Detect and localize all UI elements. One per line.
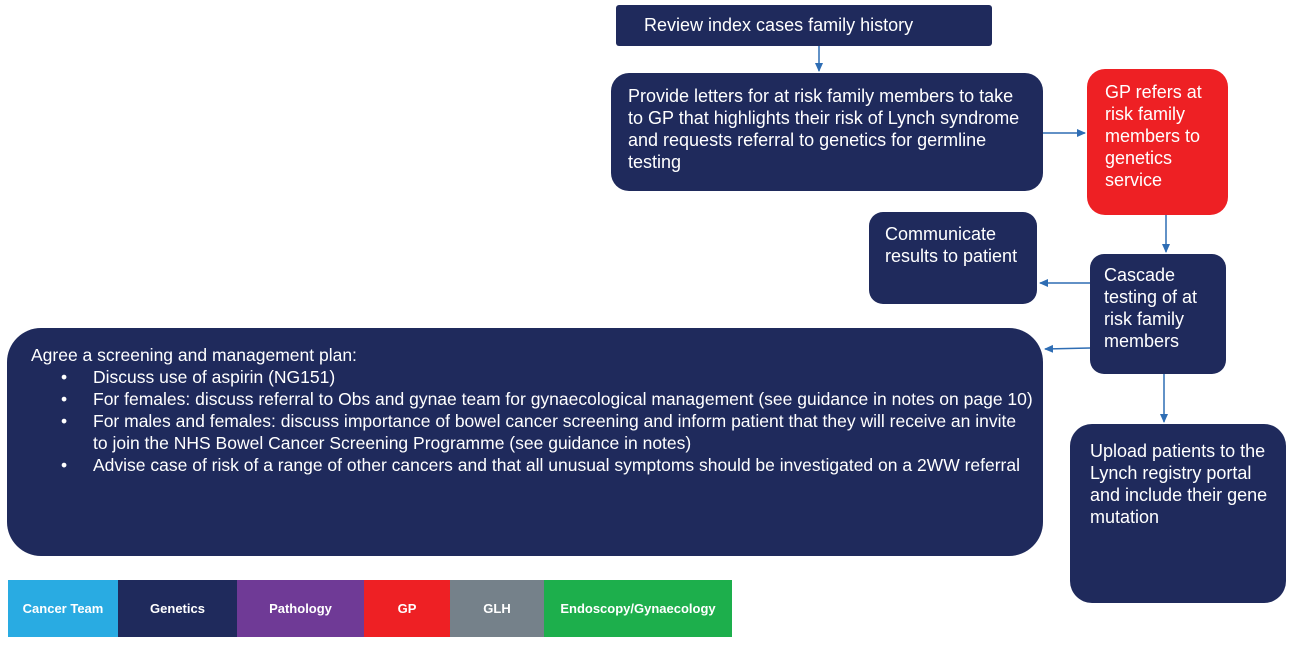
communicate-results-text: Communicate results to patient xyxy=(885,224,1018,266)
legend-pathology: Pathology xyxy=(237,580,364,637)
screening-plan-list xyxy=(31,366,1033,476)
screening-plan-box xyxy=(7,328,1043,556)
arrow-cascade-to-plan xyxy=(1045,348,1090,349)
communicate-results-box xyxy=(869,212,1037,304)
provide-letters-text: Provide letters for at risk family members to take to GP that highlights their risk of Lynch syndrome and requests referral to genetics for germline testing xyxy=(628,86,1020,172)
plan-item: • For males and females: discuss importance of bowel cancer screening and inform patient that they will receive an invite to join the NHS Bowel Cancer Screening Programme (see guidance in notes) xyxy=(61,410,1033,454)
cascade-testing-box xyxy=(1090,254,1226,374)
screening-plan-title: Agree a screening and management plan: xyxy=(31,345,357,365)
cascade-testing-text: Cascade testing of at risk family members xyxy=(1104,265,1198,351)
legend-glh: GLH xyxy=(450,580,544,637)
plan-item: • For females: discuss referral to Obs and gynae team for gynaecological management (see guidance in notes on page 10) xyxy=(61,388,1033,410)
legend-gp: GP xyxy=(364,580,450,637)
legend-endoscopy-gynaecology: Endoscopy/Gynaecology xyxy=(544,580,732,637)
gp-refers-box xyxy=(1087,69,1228,215)
review-family-history-text: Review index cases family history xyxy=(644,15,914,35)
legend-genetics: Genetics xyxy=(118,580,237,637)
upload-registry-box xyxy=(1070,424,1286,603)
review-family-history-box xyxy=(616,5,992,46)
legend-cancer-team: Cancer Team xyxy=(8,580,118,637)
plan-item: • Discuss use of aspirin (NG151) xyxy=(61,366,1033,388)
plan-item: • Advise case of risk of a range of other cancers and that all unusual symptoms should be investigated on a 2WW referral xyxy=(61,454,1033,476)
gp-refers-text: GP refers at risk family members to genetics service xyxy=(1105,82,1202,190)
legend xyxy=(8,580,732,637)
provide-letters-box xyxy=(611,73,1043,191)
upload-registry-text: Upload patients to the Lynch registry portal and include their gene mutation xyxy=(1090,441,1268,527)
